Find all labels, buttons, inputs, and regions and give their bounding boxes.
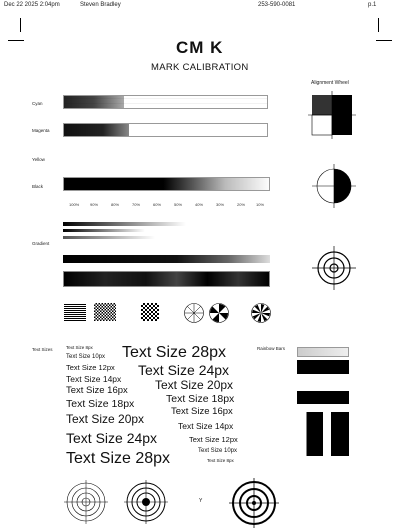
text-size-sample: Text Size 10px — [66, 354, 106, 360]
crop-mark — [8, 40, 24, 41]
footer-mark: Y — [199, 498, 203, 504]
label-black: Black — [32, 184, 44, 189]
text-size-sample: Text Size 8px — [66, 345, 93, 350]
page-title: MARK CALIBRATION — [151, 62, 249, 73]
alignment-wheel-label: Alignment Wheel — [311, 80, 349, 86]
rainbow-bar — [297, 347, 349, 357]
text-size-sample: Text Size 10px — [198, 448, 238, 454]
text-size-sample: Text Size 20px — [155, 378, 234, 392]
text-size-sample: Text Size 18px — [166, 393, 235, 405]
gradient-bar — [63, 271, 270, 287]
text-size-sample: Text Size 16px — [171, 406, 233, 417]
pattern-swatch — [64, 303, 86, 321]
tick-label: 90% — [90, 202, 99, 207]
tick-label: 40% — [195, 202, 204, 207]
starburst-icon — [209, 303, 229, 323]
footer-target-icon — [229, 478, 279, 528]
footer-target-icon — [64, 480, 108, 524]
text-size-sample: Text Size 20px — [66, 412, 145, 426]
text-sizes-label: Text Sizes — [32, 347, 53, 352]
rainbow-bar — [297, 360, 349, 374]
tick-label: 10% — [256, 202, 265, 207]
starburst-icon — [184, 303, 204, 323]
footer-target-icon — [124, 480, 168, 524]
tick-label: 50% — [174, 202, 183, 207]
rainbow-bar — [297, 412, 349, 456]
crop-mark — [20, 18, 21, 32]
text-size-sample: Text Size 24px — [66, 430, 158, 446]
label-gradient: Gradient — [32, 241, 50, 246]
tick-label: 30% — [216, 202, 225, 207]
label-cyan: Cyan — [32, 101, 43, 106]
gradient-bar — [63, 229, 268, 232]
text-size-sample: Text Size 16px — [66, 385, 128, 396]
text-size-sample: Text Size 14px — [66, 374, 122, 384]
gradient-bar — [63, 236, 268, 239]
logo: CM K — [176, 38, 224, 57]
pattern-swatch — [94, 303, 116, 321]
header-name: Steven Bradley — [80, 2, 121, 8]
header-phone: 253-590-0081 — [258, 2, 296, 8]
target-icon — [312, 246, 356, 290]
gradient-bar — [63, 255, 270, 263]
tick-label: 70% — [132, 202, 141, 207]
gradient-bar — [63, 222, 268, 226]
tick-label: 80% — [111, 202, 120, 207]
alignment-block-icon — [312, 95, 352, 135]
text-size-sample: Text Size 18px — [66, 398, 135, 410]
text-size-sample: Text Size 14px — [178, 421, 234, 431]
label-magenta: Magenta — [32, 128, 50, 133]
crop-mark — [378, 18, 379, 32]
tick-label: 60% — [153, 202, 162, 207]
starburst-icon — [251, 303, 271, 323]
text-size-sample: Text Size 12px — [66, 363, 115, 372]
text-size-sample: Text Size 28px — [122, 344, 227, 361]
pattern-swatch — [141, 303, 159, 321]
text-size-sample: Text Size 24px — [138, 362, 230, 378]
alignment-half-circle-icon — [312, 164, 356, 208]
crop-mark — [376, 40, 392, 41]
rainbow-bar — [297, 391, 349, 404]
magenta-bar — [63, 123, 268, 137]
text-size-sample: Text Size 28px — [66, 450, 171, 467]
tick-label: 100% — [69, 202, 80, 207]
tick-label: 20% — [237, 202, 246, 207]
cyan-bar — [63, 95, 268, 109]
text-size-sample: Text Size 8px — [207, 458, 234, 463]
label-yellow: Yellow — [32, 157, 45, 162]
text-size-sample: Text Size 12px — [189, 435, 238, 444]
black-bar — [63, 177, 270, 191]
header-page: p.1 — [368, 2, 377, 8]
rainbow-bars-label: Rainbow Bars — [257, 346, 286, 351]
header-timestamp: Dec 22 2025 2:04pm — [4, 2, 60, 8]
